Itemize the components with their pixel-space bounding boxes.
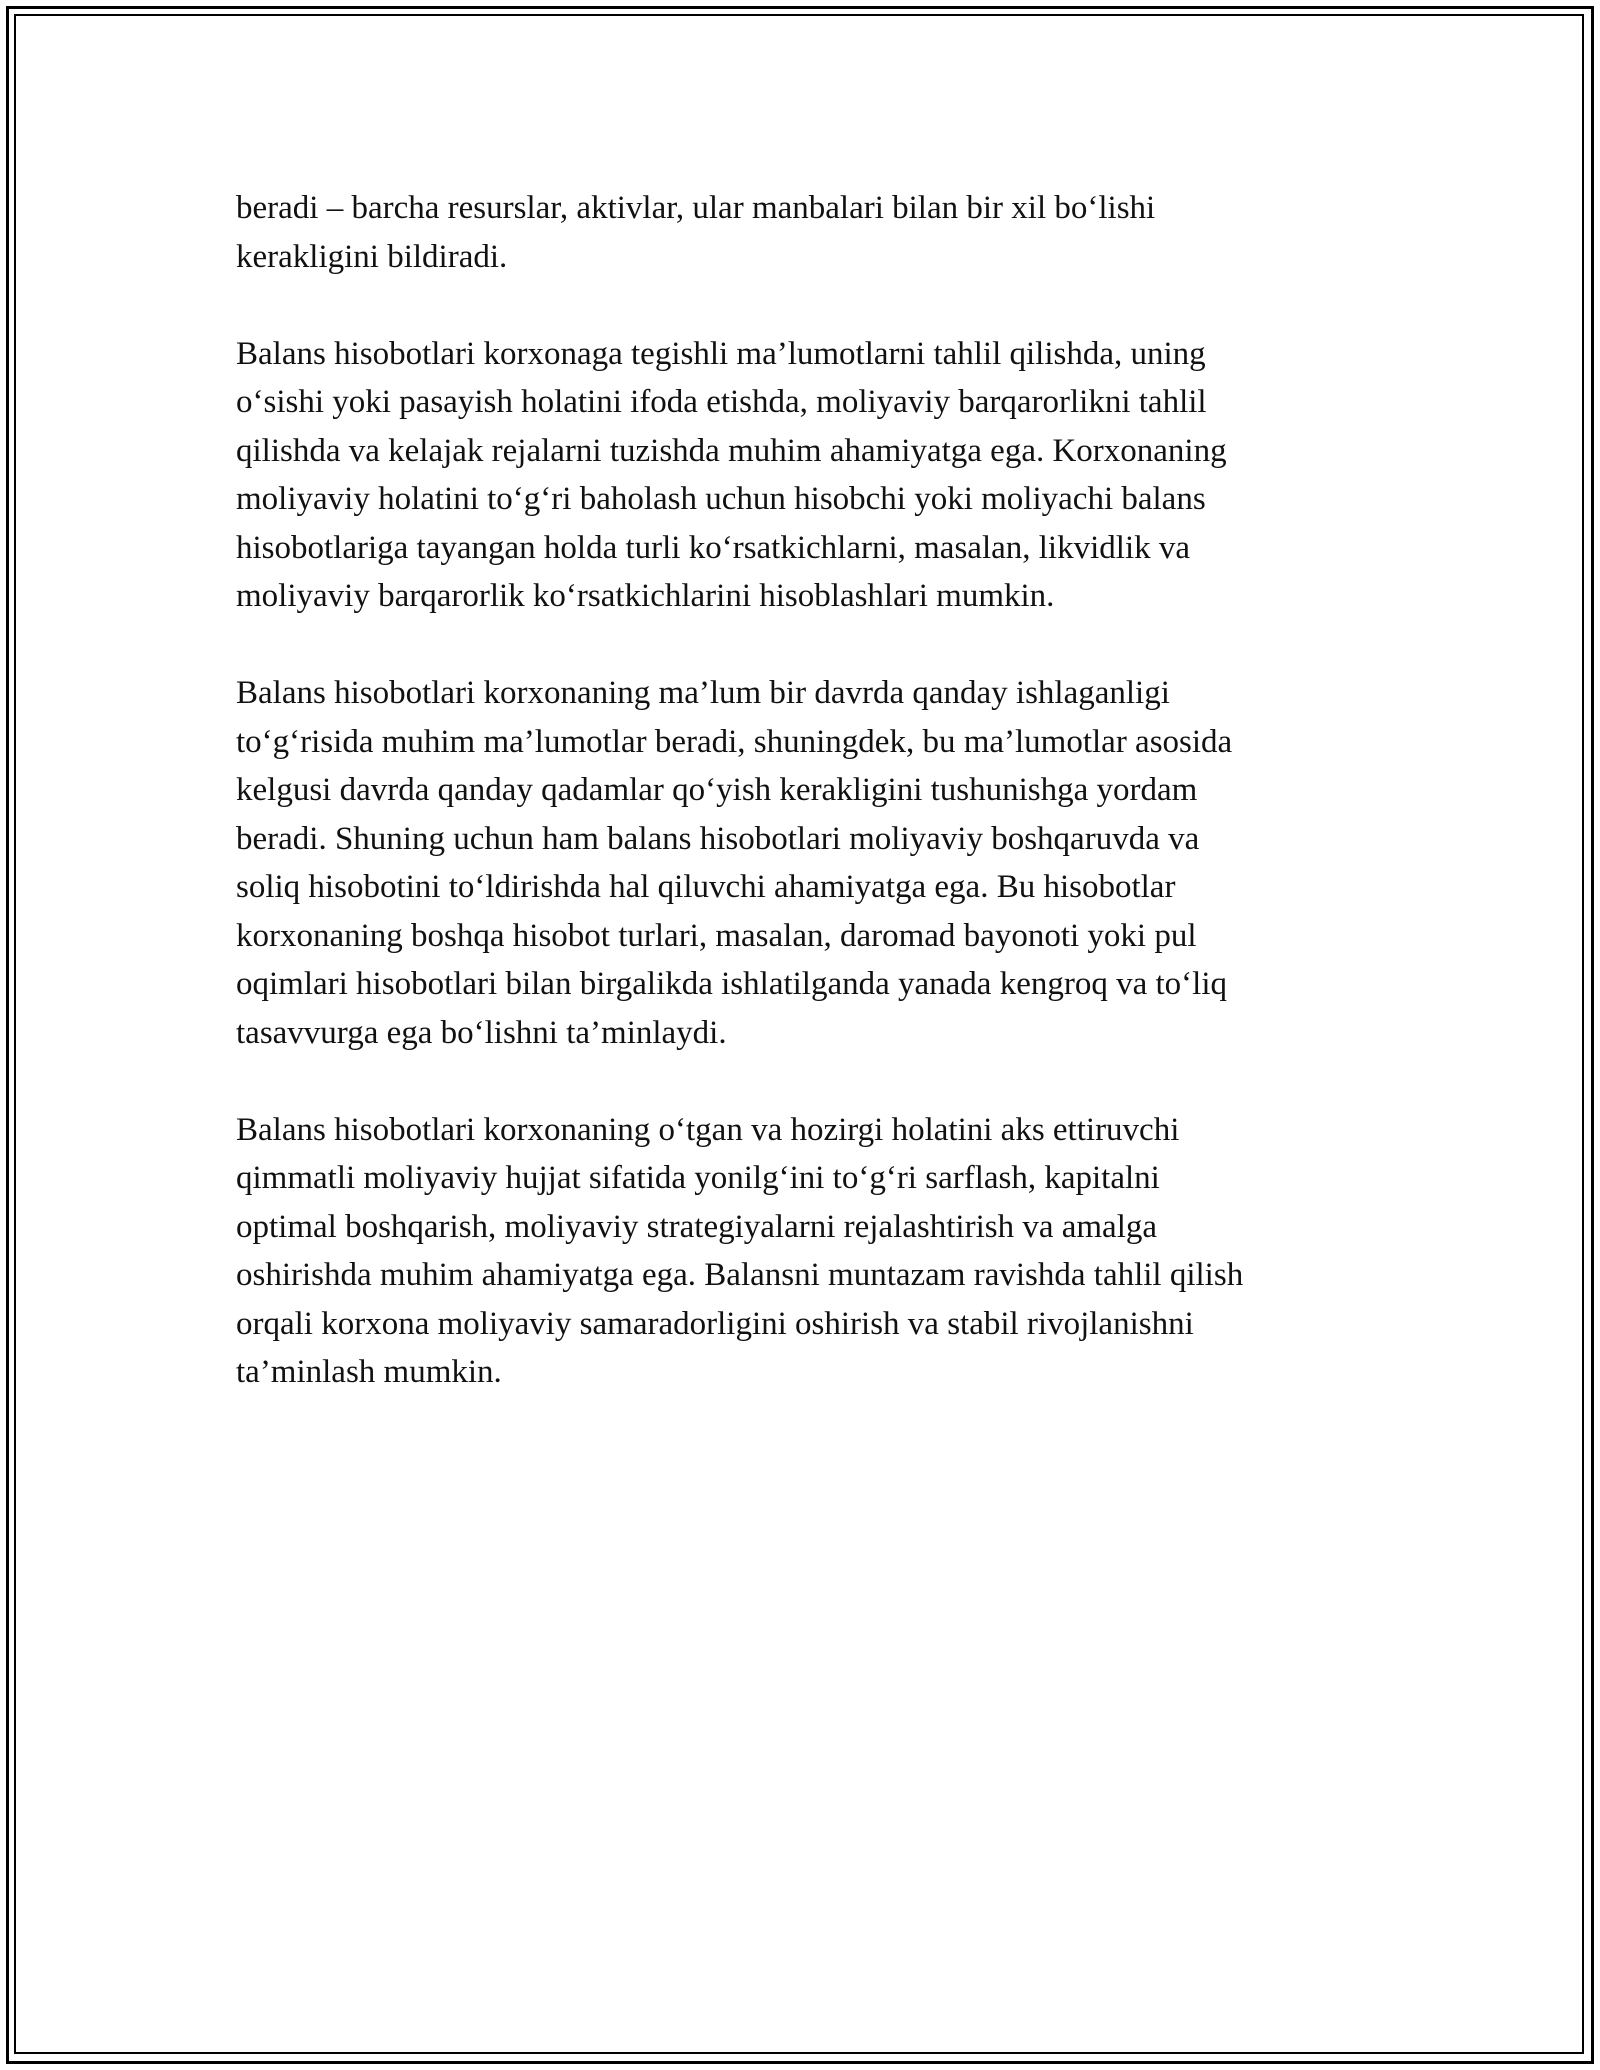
- text-line: beradi – barcha resurslar, aktivlar, ular manbalari bilan bir xil bo‘lishi: [236, 190, 1156, 226]
- text-line: tasavvurga ega bo‘lishni ta’minlaydi.: [236, 1014, 727, 1051]
- text-line: oshirishda muhim ahamiyatga ega. Balansni muntazam ravishda tahlil qilish: [236, 1257, 1244, 1293]
- text-line: moliyaviy holatini to‘g‘ri baholash uchun hisobchi yoki moliyachi balans: [236, 481, 1206, 517]
- text-line: korxonaning boshqa hisobot turlari, masalan, daromad bayonoti yoki pul: [236, 917, 1197, 954]
- text-line: qilishda va kelajak rejalarni tuzishda muhim ahamiyatga ega. Korxonaning: [236, 432, 1227, 469]
- text-line: soliq hisobotini to‘ldirishda hal qiluvchi ahamiyatga ega. Bu hisobotlar: [236, 869, 1176, 905]
- text-line: o‘sishi yoki pasayish holatini ifoda etishda, moliyaviy barqarorlikni tahlil: [236, 384, 1207, 420]
- text-line: qimmatli moliyaviy hujjat sifatida yonilg‘ini to‘g‘ri sarflash, kapitalni: [236, 1160, 1160, 1196]
- text-line: beradi. Shuning uchun ham balans hisobotlari moliyaviy boshqaruvda va: [236, 820, 1200, 857]
- text-line: orqali korxona moliyaviy samaradorligini oshirish va stabil rivojlanishni: [236, 1305, 1194, 1342]
- paragraph-3: [236, 669, 1366, 1057]
- text-line: kelgusi davrda qanday qadamlar qo‘yish kerakligini tushunishga yordam: [236, 772, 1198, 808]
- text-line: moliyaviy barqarorlik ko‘rsatkichlarini hisoblashlari mumkin.: [236, 578, 1055, 614]
- document-body: [236, 184, 1366, 1445]
- text-line: Balans hisobotlari korxonaning o‘tgan va hozirgi holatini aks ettiruvchi: [236, 1111, 1180, 1148]
- text-line: Balans hisobotlari korxonaga tegishli ma’lumotlarni tahlil qilishda, uning: [236, 335, 1206, 372]
- text-line: kerakligini bildiradi.: [236, 238, 508, 275]
- text-line: Balans hisobotlari korxonaning ma’lum bir davrda qanday ishlaganligi: [236, 675, 1170, 711]
- text-line: oqimlari hisobotlari bilan birgalikda ishlatilganda yanada kengroq va to‘liq: [236, 966, 1227, 1002]
- text-line: ta’minlash mumkin.: [236, 1354, 502, 1390]
- paragraph-2: [236, 330, 1366, 621]
- paragraph-4: [236, 1106, 1366, 1397]
- text-line: to‘g‘risida muhim ma’lumotlar beradi, shuningdek, bu ma’lumotlar asosida: [236, 723, 1233, 760]
- paragraph-1: [236, 184, 1366, 281]
- text-line: optimal boshqarish, moliyaviy strategiyalarni rejalashtirish va amalga: [236, 1208, 1158, 1245]
- text-line: hisobotlariga tayangan holda turli ko‘rsatkichlarni, masalan, likvidlik va: [236, 529, 1191, 566]
